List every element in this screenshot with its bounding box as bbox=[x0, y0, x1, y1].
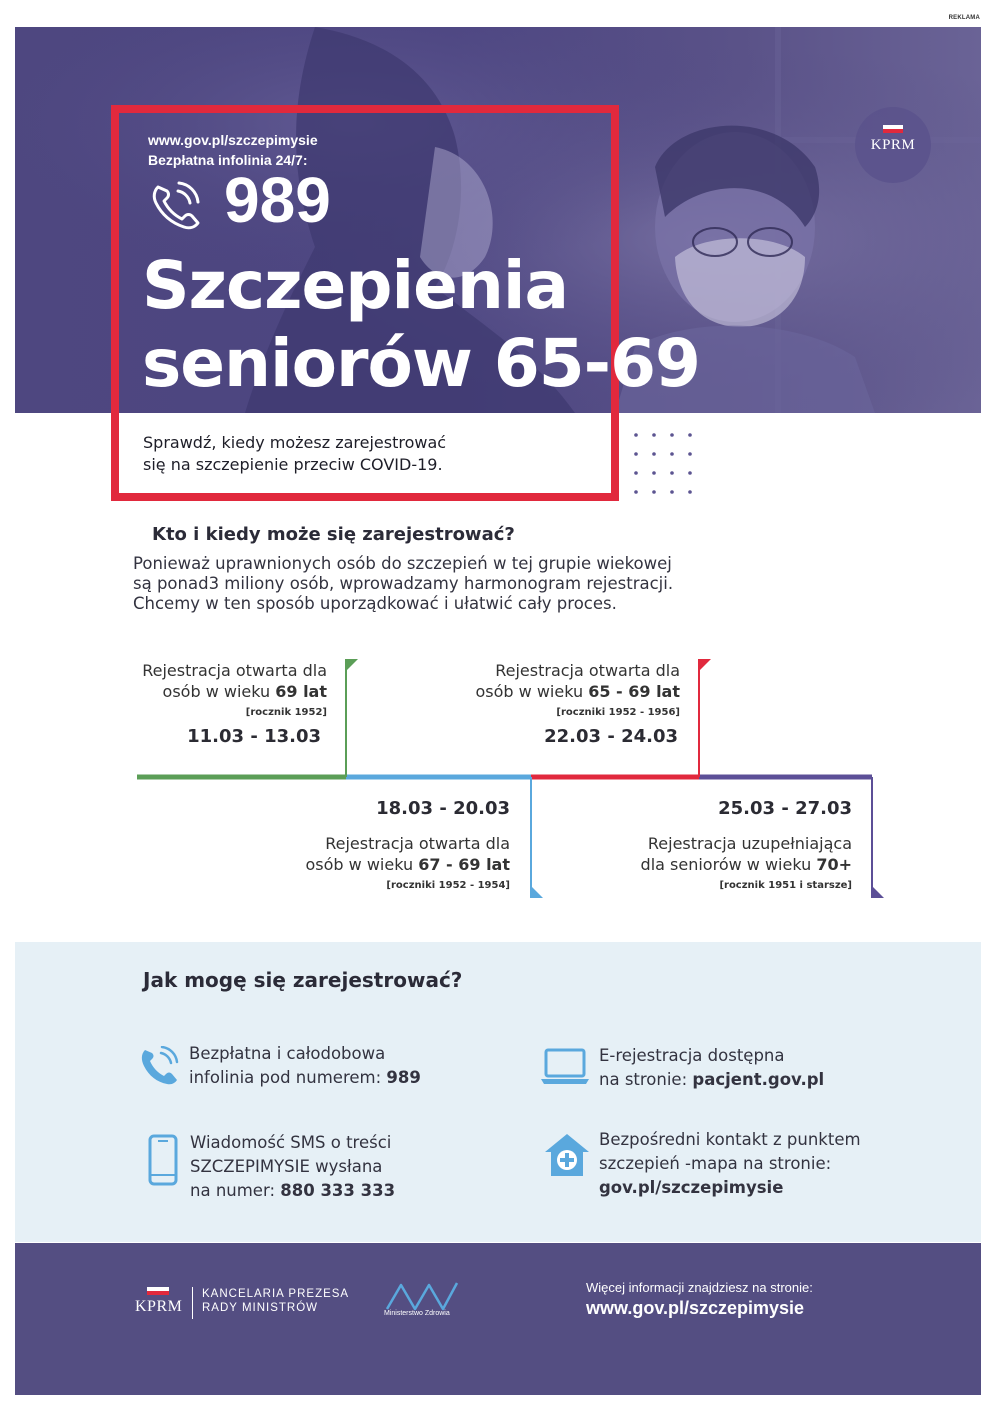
dot-pattern bbox=[630, 430, 710, 500]
step-1-line-1: Rejestracja otwarta dla bbox=[142, 661, 327, 680]
hero-subtitle bbox=[143, 432, 503, 476]
step-4-age: 70+ bbox=[816, 855, 852, 874]
how-item-1-line-1: Bezpłatna i całodobowa bbox=[189, 1044, 386, 1063]
footer bbox=[15, 1243, 981, 1395]
footer-separator bbox=[192, 1287, 193, 1319]
step-1-age: 69 lat bbox=[275, 682, 327, 701]
timeline-step-3 bbox=[475, 660, 680, 747]
step-4-line-2 bbox=[641, 854, 852, 875]
ministry-of-health-logo-icon bbox=[385, 1279, 461, 1313]
title-line-1: Szczepienia bbox=[142, 247, 569, 324]
smartphone-icon bbox=[148, 1134, 178, 1186]
how-item-sms bbox=[190, 1131, 395, 1203]
step-4-date: 25.03 - 27.03 bbox=[718, 798, 852, 819]
step-2-age: 67 - 69 lat bbox=[418, 855, 510, 874]
how-item-4-line-1: Bezpośredni kontakt z punktem bbox=[599, 1130, 861, 1149]
footer-flag-icon bbox=[147, 1287, 169, 1295]
step-3-age-prefix: osób w wieku bbox=[475, 682, 589, 701]
hotline-number[interactable]: 989 bbox=[224, 164, 331, 236]
timeline-step-1 bbox=[142, 660, 327, 747]
who-section-title: Kto i kiedy może się zarejestrować? bbox=[152, 524, 515, 545]
how-item-3-line-3 bbox=[190, 1179, 395, 1203]
step-1-age-prefix: osób w wieku bbox=[162, 682, 276, 701]
who-line-2: są ponad3 miliony osób, wprowadzamy harmonogram rejestracji. bbox=[133, 574, 674, 593]
kancelaria-line-2: RADY MINISTRÓW bbox=[202, 1302, 319, 1314]
step-2-note: [roczniki 1952 - 1954] bbox=[386, 880, 510, 891]
how-item-3-line-1: Wiadomość SMS o treści bbox=[190, 1133, 392, 1152]
how-item-1-number[interactable]: 989 bbox=[386, 1068, 421, 1087]
ministry-label: Ministerstwo Zdrowia bbox=[384, 1310, 450, 1317]
footer-kprm-logo: KPRM bbox=[135, 1298, 183, 1315]
who-line-3: Chcemy w ten sposób uporządkować i ułatwić cały proces. bbox=[133, 594, 617, 613]
how-item-3-prefix: na numer: bbox=[190, 1181, 281, 1200]
laptop-icon bbox=[540, 1048, 590, 1086]
step-2-date: 18.03 - 20.03 bbox=[376, 798, 510, 819]
how-item-3-line-2: SZCZEPIMYSIE wysłana bbox=[190, 1157, 383, 1176]
pacjent-link[interactable]: pacjent.gov.pl bbox=[692, 1070, 825, 1089]
how-item-e-registration bbox=[599, 1044, 824, 1092]
medical-point-icon bbox=[543, 1132, 591, 1178]
timeline-step-4 bbox=[641, 798, 852, 893]
step-4-note: [rocznik 1951 i starsze] bbox=[719, 880, 852, 891]
phone-call-icon bbox=[139, 1046, 179, 1086]
footer-kancelaria bbox=[202, 1287, 349, 1315]
page-title bbox=[142, 247, 700, 403]
how-item-direct-contact bbox=[599, 1128, 861, 1200]
footer-url[interactable]: www.gov.pl/szczepimysie bbox=[586, 1298, 805, 1318]
step-2-line-2 bbox=[305, 854, 510, 875]
step-3-line-1: Rejestracja otwarta dla bbox=[495, 661, 680, 680]
polish-flag-icon bbox=[883, 125, 903, 133]
kprm-badge-text: KPRM bbox=[870, 137, 916, 153]
step-3-note: [roczniki 1952 - 1956] bbox=[556, 707, 680, 718]
kprm-badge bbox=[855, 107, 931, 183]
how-item-2-line-2 bbox=[599, 1068, 824, 1092]
how-item-1-line-2 bbox=[189, 1066, 421, 1090]
subtitle-line-2: się na szczepienie przeciw COVID-19. bbox=[143, 455, 443, 474]
how-item-4-line-3 bbox=[599, 1176, 861, 1200]
step-4-line-1: Rejestracja uzupełniająca bbox=[647, 834, 852, 853]
how-item-1-prefix: infolinia pod numerem: bbox=[189, 1068, 387, 1087]
phone-icon bbox=[150, 181, 204, 231]
step-2-age-prefix: osób w wieku bbox=[305, 855, 419, 874]
how-to-register-section bbox=[15, 942, 981, 1242]
step-1-note: [rocznik 1952] bbox=[245, 707, 327, 718]
step-3-age: 65 - 69 lat bbox=[588, 682, 680, 701]
timeline-step-2 bbox=[305, 798, 510, 893]
how-item-4-line-2: szczepień -mapa na stronie: bbox=[599, 1154, 832, 1173]
subtitle-line-1: Sprawdź, kiedy możesz zarejestrować bbox=[143, 433, 447, 452]
kancelaria-line-1: KANCELARIA PREZESA bbox=[202, 1288, 350, 1300]
registration-timeline bbox=[0, 640, 1002, 920]
sms-number[interactable]: 880 333 333 bbox=[280, 1181, 396, 1200]
how-section-title: Jak mogę się zarejestrować? bbox=[143, 968, 463, 992]
who-line-1: Ponieważ uprawnionych osób do szczepień w tej grupie wiekowej bbox=[133, 554, 672, 573]
footer-more-info: Więcej informacji znajdziesz na stronie: bbox=[586, 1280, 813, 1295]
hero-url[interactable]: www.gov.pl/szczepimysie bbox=[148, 132, 318, 148]
who-section-text bbox=[133, 554, 753, 614]
step-3-date: 22.03 - 24.03 bbox=[544, 726, 678, 747]
step-2-line-1: Rejestracja otwarta dla bbox=[325, 834, 510, 853]
how-item-hotline bbox=[189, 1042, 421, 1090]
gov-link[interactable]: gov.pl/szczepimysie bbox=[599, 1178, 784, 1197]
how-item-2-line-1: E-rejestracja dostępna bbox=[599, 1046, 785, 1065]
title-line-2: seniorów 65-69 bbox=[142, 325, 700, 402]
ad-label: REKLAMA bbox=[948, 15, 980, 21]
how-item-2-prefix: na stronie: bbox=[599, 1070, 693, 1089]
step-4-age-prefix: dla seniorów w wieku bbox=[640, 855, 817, 874]
step-1-line-2 bbox=[142, 681, 327, 702]
step-1-date: 11.03 - 13.03 bbox=[187, 726, 321, 747]
step-3-line-2 bbox=[475, 681, 680, 702]
hotline-label: Bezpłatna infolinia 24/7: bbox=[148, 152, 308, 168]
